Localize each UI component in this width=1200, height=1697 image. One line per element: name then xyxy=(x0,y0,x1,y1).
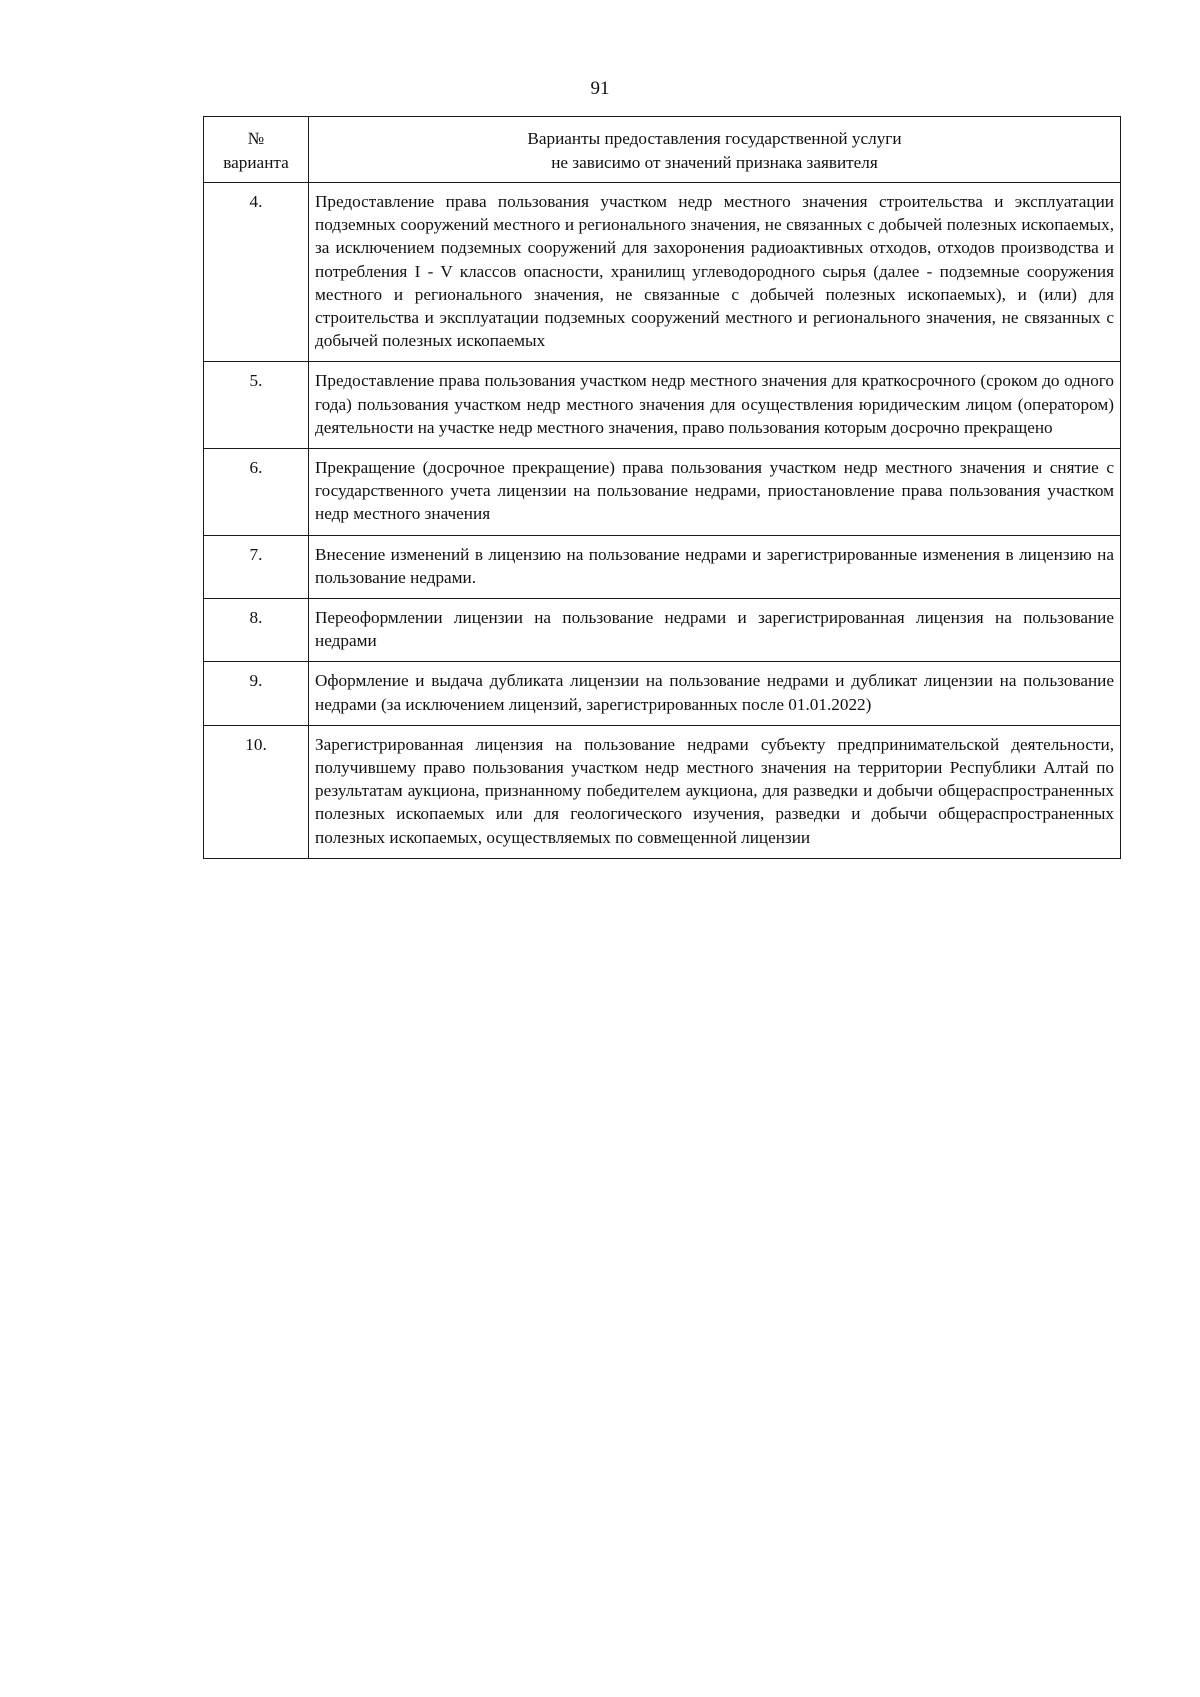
variant-description-cell: Прекращение (досрочное прекращение) права пользования участком недр местного значения и снятие с государственного учета лицензии на пользование недрами, приостановление права пользования участком недр местного значения xyxy=(309,449,1121,536)
variant-description-cell: Внесение изменений в лицензию на пользование недрами и зарегистрированные изменения в лицензию на пользование недрами. xyxy=(309,535,1121,598)
variant-title-header-line1: Варианты предоставления государственной услуги xyxy=(527,129,902,148)
table-row xyxy=(204,599,1121,662)
variant-description-cell: Предоставление права пользования участком недр местного значения для краткосрочного (сроком до одного года) пользования участком недр местного значения для осуществления юридическим лицом (оператором) деятельности на участке недр местного значения, право пользования которым досрочно прекращено xyxy=(309,362,1121,449)
variant-number-cell: 4. xyxy=(204,183,309,362)
variant-description-cell: Предоставление права пользования участком недр местного значения строительства и эксплуатации подземных сооружений местного и регионального значения, не связанных с добычей полезных ископаемых, за исключением подземных сооружений для захоронения радиоактивных отходов, отходов производства и потребления I - V классов опасности, хранилищ углеводородного сырья (далее - подземные сооружения местного и регионального значения, не связанные с добычей полезных ископаемых), и (или) для строительства и эксплуатации подземных сооружений местного и регионального значения, не связанных с добычей полезных ископаемых xyxy=(309,183,1121,362)
variant-number-cell: 8. xyxy=(204,599,309,662)
variant-number-header-line1: № xyxy=(247,129,265,148)
variant-description-cell: Оформление и выдача дубликата лицензии на пользование недрами и дубликат лицензии на пользование недрами (за исключением лицензий, зарегистрированных после 01.01.2022) xyxy=(309,662,1121,725)
table-row xyxy=(204,725,1121,858)
variant-description-cell: Зарегистрированная лицензия на пользование недрами субъекту предпринимательской деятельности, получившему право пользования участком недр местного значения на территории Республики Алтай по результатам аукциона, признанному победителем аукциона, для разведки и добычи общераспространенных полезных ископаемых или для геологического изучения, разведки и добычи общераспространенных полезных ископаемых, осуществляемых по совмещенной лицензии xyxy=(309,725,1121,858)
variant-number-cell: 6. xyxy=(204,449,309,536)
variant-number-cell: 5. xyxy=(204,362,309,449)
table-row xyxy=(204,535,1121,598)
variant-number-cell: 7. xyxy=(204,535,309,598)
variant-description-cell: Переоформлении лицензии на пользование недрами и зарегистрированная лицензия на пользование недрами xyxy=(309,599,1121,662)
variant-number-header-line2: варианта xyxy=(223,153,289,172)
variant-number-cell: 9. xyxy=(204,662,309,725)
variant-title-header-line2: не зависимо от значений признака заявителя xyxy=(551,153,878,172)
service-variants-table xyxy=(203,116,1121,859)
table-header-row xyxy=(204,117,1121,183)
variant-number-cell: 10. xyxy=(204,725,309,858)
table-row xyxy=(204,449,1121,536)
table-row xyxy=(204,662,1121,725)
variant-title-header xyxy=(309,117,1121,183)
variant-number-header xyxy=(204,117,309,183)
table-row xyxy=(204,362,1121,449)
table-row xyxy=(204,183,1121,362)
page-number: 91 xyxy=(590,78,610,99)
